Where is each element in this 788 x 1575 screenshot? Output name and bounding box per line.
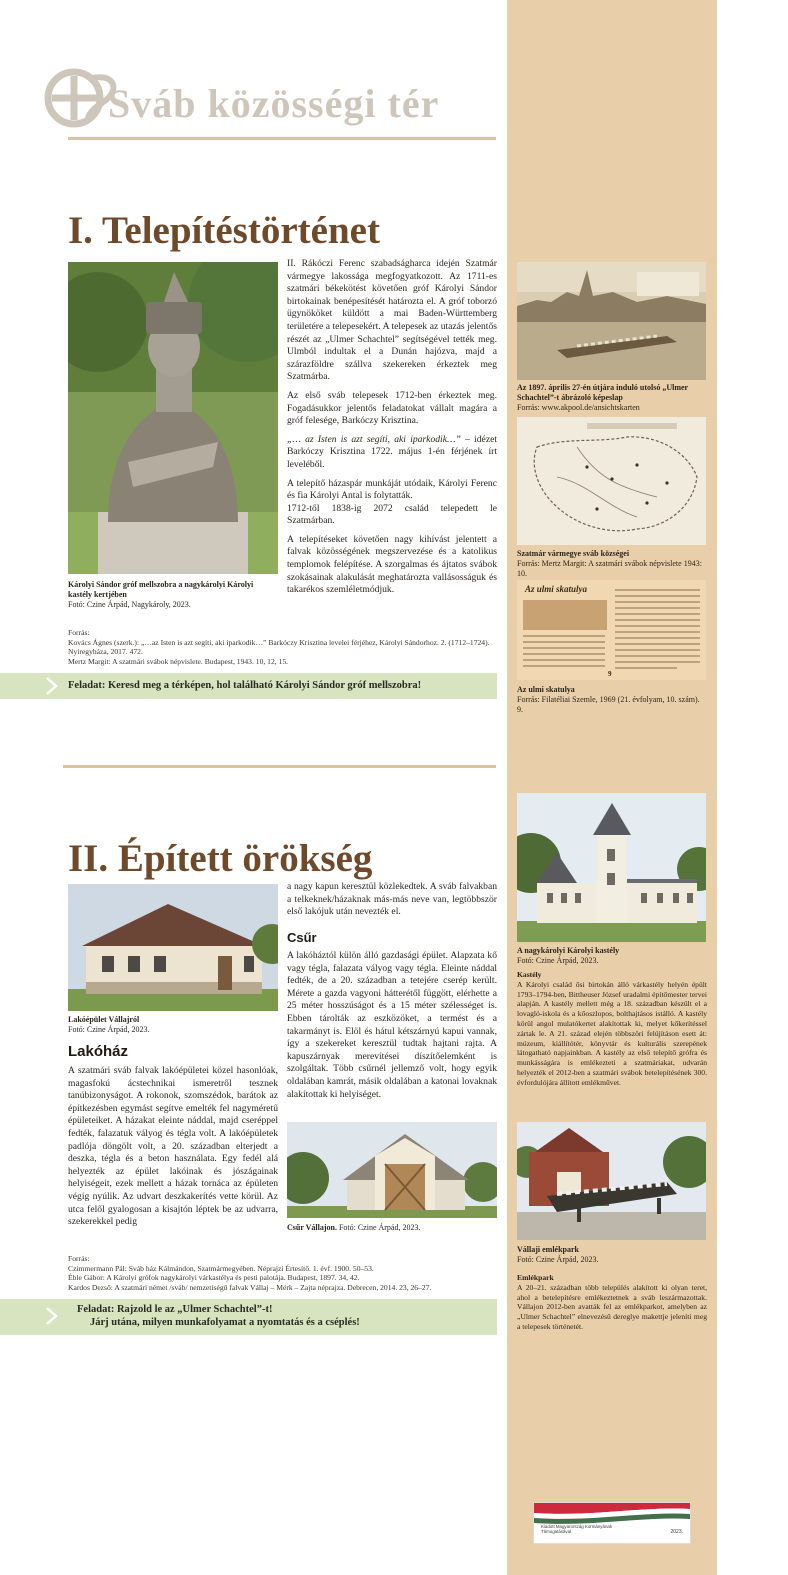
article-page-number: 9 [608, 670, 612, 678]
section1-title: I. Telepítéstörténet [68, 209, 380, 252]
memorial-caption-title: Vállaji emlékpark [517, 1245, 579, 1254]
article-caption [517, 685, 707, 715]
section2-divider [63, 765, 496, 768]
section2-sources [68, 1254, 498, 1292]
emlekpark-heading: Emlékpark [517, 1273, 554, 1282]
funding-text: Kiadott Magyarország Kormányának Támogatásával [541, 1524, 613, 1535]
source-item: Kovács Ágnes (szerk.): „…az Isten is azt segíti, aki iparkodik…” Barkóczy Krisztina levelei férjéhez, Károlyi Sándorhoz. 2. (1712–1724). Nyíregyháza, 2017. 472. [68, 637, 490, 657]
hungarian-flag-ribbon-icon [534, 1503, 690, 1543]
source-item: Éble Gábor: A Károlyi grófok nagykárolyi várkastélya és pesti palotája. Budapest, 1897. 34, 42. [68, 1273, 360, 1283]
castle-caption-credit: Fotó: Czine Árpád, 2023. [517, 956, 599, 965]
article-heading: Az ulmi skatulya [525, 584, 588, 594]
quote-attribution: – idézet Barkóczy Krisztina 1722. május 1-én férjének írt leveléből. [287, 433, 497, 470]
statue-caption [68, 580, 268, 610]
source-item: Czimmermann Pál: Sváb ház Kálmándon, Szatmármegyében. Néprajzi Értesítő. 1. évf. 1900. 50–53. [68, 1263, 374, 1273]
government-funding-logo [533, 1502, 691, 1544]
section1-paragraph: A telepítéseket követően nagy kihívást jelentett a falvak közösségének megszervezése és a katolikus templomok felépítése. A szorgalmas és ájtatos svábok szokásainak alakulását meghatározta vallásosságuk és takarékos szemléletmódjuk. [287, 533, 497, 596]
house-caption-title: Lakóépület Vállajról [68, 1015, 140, 1024]
sidebar-background [507, 0, 717, 1575]
kastely-heading: Kastély [517, 970, 542, 979]
postcard-caption-credit: Forrás: www.akpool.de/ansichtskarten [517, 403, 640, 412]
sources-label: Forrás: [68, 1254, 90, 1263]
chevron-right-icon [46, 1307, 58, 1325]
map-caption-title: Szatmár vármegye sváb községei [517, 549, 630, 558]
section1-task-text: Feladat: Keresd meg a térképen, hol található Károlyi Sándor gróf mellszobra! [68, 680, 422, 691]
source-item: Mertz Margit: A szatmári svábok népvislete. Budapest, 1943. 10, 12, 15. [68, 656, 289, 666]
article-caption-credit: Forrás: Filatéliai Szemle, 1969 (21. évfolyam, 10. szám). 9. [517, 695, 700, 714]
section2-task-line2: Járj utána, milyen munkafolyamat a nyomtatás és a cséplés! [90, 1317, 360, 1328]
section1-task-banner [0, 673, 497, 699]
house-caption-credit: Fotó: Czine Árpád, 2023. [68, 1025, 150, 1034]
house-photo [68, 884, 278, 1011]
chevron-right-icon [46, 677, 58, 695]
source-item: Kardos Dezső: A szatmári német /sváb/ nemzetiségű falvak Vállaj – Mérk – Zajta néprajza. Debrecen, 2014. 23, 26–27. [68, 1282, 432, 1292]
section1-paragraph: II. Rákóczi Ferenc szabadságharca idején Szatmár vármegye lakossága megfogyatkozott. Az 1711-es szatmári békekötést követően gróf Károlyi Sándor birtokainak benépesítését határozta el. A gróf toborzó ügynököket küldött a mai Baden-Württemberg területére a telepesekért. A telepesek az utazás jelentős részét az „Ulmer Schachtel” segítségével tették meg. Ulmból indultak el a Dunán hajózva, majd a szárazföldre szállva szekereken érkeztek meg Szatmárba. [287, 258, 497, 383]
header-divider [68, 137, 496, 140]
section1-paragraph: A telepítő házaspár munkáját utódaik, Károlyi Ferenc és fia Károlyi Antal is folytatták. [287, 477, 497, 502]
barn-caption-title: Csűr Vállajon. [287, 1223, 337, 1232]
memorial-caption [517, 1245, 707, 1265]
section1-sources [68, 628, 498, 666]
lakohaz-text: A szatmári sváb falvak lakóépületei közel hasonlóak, magasfokú ácstechnikai ismeretről tesznek tanúbizonyságot. A rokonok, szomszédok, barátok az építkezésben egymást segítve emelték fel nagyméretű épületeiket. A házakat eleinte náddal, majd cseréppel fedték, falazatuk vályog és tégla volt. A lakóépületek padlója döngölt volt, a 20. században elterjedt a deszka, tégla és a beton használata. Egy fedél alá helyezték az épület lakóinak és jószágainak helyiségeit, ezek mellett a házak tornáca az épületen végig nyúlik. Az udvart deszkakerítés vette körül. Az utca felől gyalogosan a kisajtón léptek be az udvarra, szekerekkel pedig [68, 1065, 278, 1228]
barn-photo [287, 1122, 497, 1218]
kastely-block [517, 970, 707, 1088]
postcard-caption [517, 383, 707, 413]
memorial-photo [517, 1122, 706, 1240]
memorial-caption-credit: Fotó: Czine Árpád, 2023. [517, 1255, 599, 1264]
csur-heading: Csűr [287, 930, 317, 945]
castle-photo [517, 793, 706, 942]
castle-caption-title: A nagykárolyi Károlyi kastély [517, 946, 620, 955]
section2-task-banner [0, 1299, 497, 1335]
postcard-caption-title: Az 1897. április 27-én útjára induló utolsó „Ulmer Schachtel”-t ábrázoló képeslap [517, 383, 688, 402]
right-margin [717, 0, 788, 1575]
statue-photo [68, 262, 278, 574]
house-caption [68, 1015, 268, 1035]
section2-title: II. Épített örökség [68, 837, 373, 880]
section1-paragraph: 1712-től 1838-ig 2072 család telepedett le Szatmárban. [287, 502, 497, 527]
section2-task-line1: Feladat: Rajzold le az „Ulmer Schachtel”-t! [77, 1304, 273, 1315]
map-caption-credit: Forrás: Mertz Margit: A szatmári svábok népvislete 1943: 10. [517, 559, 702, 578]
statue-caption-title: Károlyi Sándor gróf mellszobra a nagykárolyi Károlyi kastély kertjében [68, 580, 254, 599]
statue-caption-credit: Fotó: Czine Árpád, Nagykároly, 2023. [68, 600, 191, 609]
county-map-image [517, 417, 706, 545]
section1-quote [287, 434, 497, 472]
kastely-text: A Károlyi család ősi birtokán álló várkastély helyén épült 1793–1794-ben, Bittheuser József uradalmi építőmester tervei alapján. A kastély mellett még a 18. században készült el a lovagló-iskola és a kőoszlopos, bolthajtásos istálló. A kastély körül angol mulatókertet alakítottak ki, melyet kőkerítéssel zártak le. A 21. század elején többszöri felújításon esett át: múzeum, kiállítótér, könyvtár és kulturális szerepének látogatható napjainkban. A kastély az első telepítő grófra és munkásságára is emlékezteti a szatmáriakat, udvarán helyezték el 2012-ben a szatmári svábok betelepítésének 300. évfordulójára állított emlékművet. [517, 979, 707, 1087]
section1-body [287, 258, 497, 603]
article-clipping-image [517, 580, 706, 680]
emlekpark-text: A 20–21. században több település alakított ki olyan teret, ahol a betelepítésre emlékeztetnek a sváb leszármazottak. Vállajon 2012-ben avatták fel az emlékparkot, amelyben az „Ulmer Schachtel” elnevezésű dereglye makettje jeleníti meg a telepesek történetét. [517, 1282, 707, 1331]
lakohaz-text-continued: a nagy kapun keresztül közlekedtek. A sváb falvakban a telkeknek/házaknak más-más neve van, legtöbbször első lakójuk után nevezték el. [287, 881, 497, 918]
castle-caption [517, 946, 707, 966]
lakohaz-heading: Lakóház [68, 1043, 129, 1060]
section1-paragraph: Az első sváb telepesek 1712-ben érkeztek meg. Fogadásukkor jelentős feladatokat vállalt magára a gróf felesége, Barkóczy Krisztina. [287, 389, 497, 427]
csur-text: A lakóháztól külön álló gazdasági épület. Alapzata kő vagy tégla, falazata vályog vagy tégla. Eleinte náddal fedték, de a 20. században a tetejére cserép került. Mérete a gazda vagyoni hátterétől függött, elérhette a 25 méter hosszúságot és a 15 méter szélességet is. Ebben tárolták az eszközöket, a termést és a takarmányt is. Elöl és hátul kétszárnyú kapui vannak, így a szekereket keresztül tudtak hajtani rajta. A kapuszárnyak merevítései díszítőelemként is szolgáltak. Több csűrnél jellemző volt, hogy egyik oldalában kamrát, másik oldalában a katonai lovaknak alakítottak ki helyiséget. [287, 950, 497, 1100]
funding-year: 2023. [670, 1529, 683, 1535]
barn-caption-credit: Fotó: Czine Árpád, 2023. [336, 1223, 421, 1232]
postcard-image [517, 262, 706, 380]
quote-text: „… az Isten is azt segíti, aki iparkodik…” [287, 433, 461, 445]
emlekpark-block [517, 1273, 707, 1332]
article-caption-title: Az ulmi skatulya [517, 685, 575, 694]
barn-caption [287, 1223, 497, 1233]
sources-label: Forrás: [68, 628, 90, 637]
map-caption [517, 549, 707, 579]
page-title: Sváb közösségi tér [108, 81, 440, 126]
